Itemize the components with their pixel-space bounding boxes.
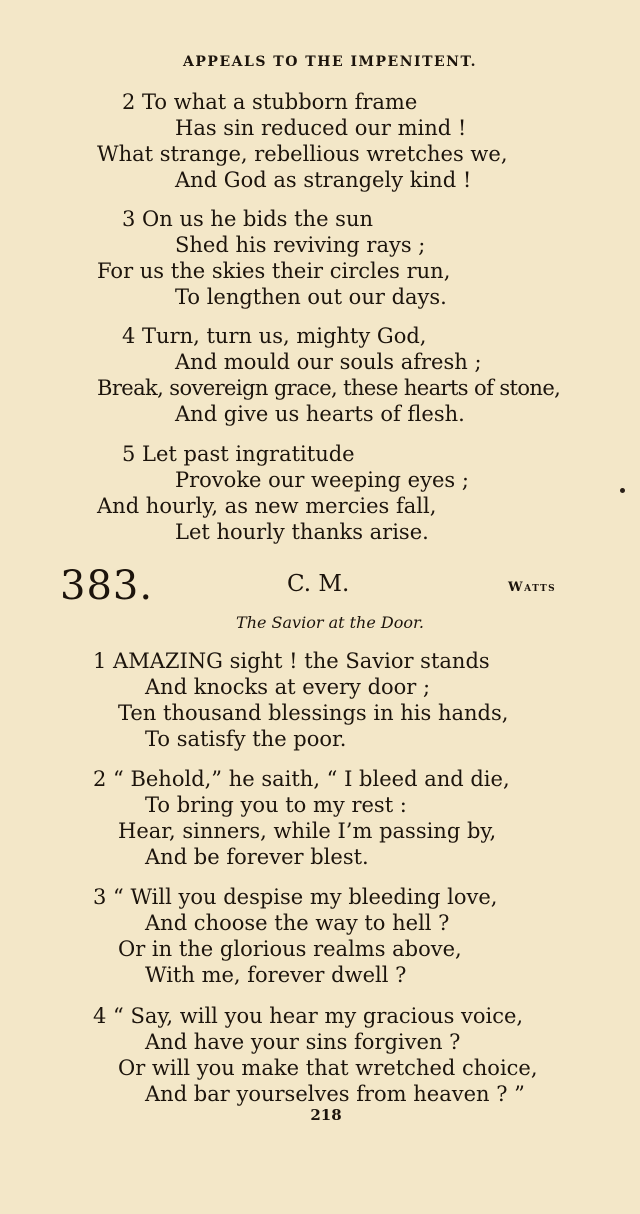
stanza-5-line-2: Provoke our weeping eyes ; [175, 468, 469, 492]
stanza-3-line-1: 3 On us he bids the sun [122, 207, 374, 231]
hymn-stanza-1-line-3: Ten thousand blessings in his hands, [118, 701, 509, 725]
stanza-2-line-4: And God as strangely kind ! [175, 168, 472, 192]
hymn-stanza-1-line-2: And knocks at every door ; [145, 675, 431, 699]
stanza-4-line-3: Break, sovereign grace, these hearts of stone, [97, 376, 561, 400]
stanza-3-line-2: Shed his reviving rays ; [175, 233, 426, 257]
stanza-3-line-3: For us the skies their circles run, [97, 259, 451, 283]
hymn-number: 383. [60, 563, 154, 609]
hymn-stanza-3-line-1: 3 “ Will you despise my bleeding love, [93, 885, 498, 909]
ink-spot [620, 488, 625, 493]
hymn-stanza-2-line-2: To bring you to my rest : [145, 793, 407, 817]
hymn-stanza-1-line-4: To satisfy the poor. [145, 727, 347, 751]
stanza-5-line-4: Let hourly thanks arise. [175, 520, 429, 544]
hymn-stanza-3-line-3: Or in the glorious realms above, [118, 937, 462, 961]
hymn-stanza-4-line-1: 4 “ Say, will you hear my gracious voice, [93, 1004, 524, 1028]
hymn-stanza-4-line-2: And have your sins forgiven ? [145, 1030, 461, 1054]
hymn-stanza-4-line-3: Or will you make that wretched choice, [118, 1056, 538, 1080]
stanza-4-line-4: And give us hearts of flesh. [175, 402, 465, 426]
stanza-2-line-2: Has sin reduced our mind ! [175, 116, 467, 140]
stanza-2-line-3: What strange, rebellious wretches we, [97, 142, 508, 166]
hymn-stanza-2-line-4: And be forever blest. [145, 845, 369, 869]
hymn-stanza-1-line-1: 1 AMAZING sight ! the Savior stands [93, 649, 490, 673]
hymn-title: The Savior at the Door. [236, 613, 424, 632]
running-header: APPEALS TO THE IMPENITENT. [183, 54, 477, 70]
hymn-stanza-2-line-3: Hear, sinners, while I’m passing by, [118, 819, 497, 843]
hymn-stanza-3-line-4: With me, forever dwell ? [145, 963, 407, 987]
hymn-stanza-4-line-4: And bar yourselves from heaven ? ” [145, 1082, 525, 1106]
hymn-stanza-3-line-2: And choose the way to hell ? [145, 911, 450, 935]
hymn-meter: C. M. [287, 571, 350, 597]
hymn-stanza-2-line-1: 2 “ Behold,” he saith, “ I bleed and die, [93, 767, 510, 791]
stanza-4-line-1: 4 Turn, turn us, mighty God, [122, 324, 427, 348]
stanza-2-line-1: 2 To what a stubborn frame [122, 90, 418, 114]
page-number: 218 [310, 1106, 342, 1124]
hymn-author: Watts [508, 580, 557, 595]
stanza-4-line-2: And mould our souls afresh ; [175, 350, 482, 374]
stanza-5-line-3: And hourly, as new mercies fall, [97, 494, 437, 518]
stanza-5-line-1: 5 Let past ingratitude [122, 442, 355, 466]
stanza-3-line-4: To lengthen out our days. [175, 285, 447, 309]
